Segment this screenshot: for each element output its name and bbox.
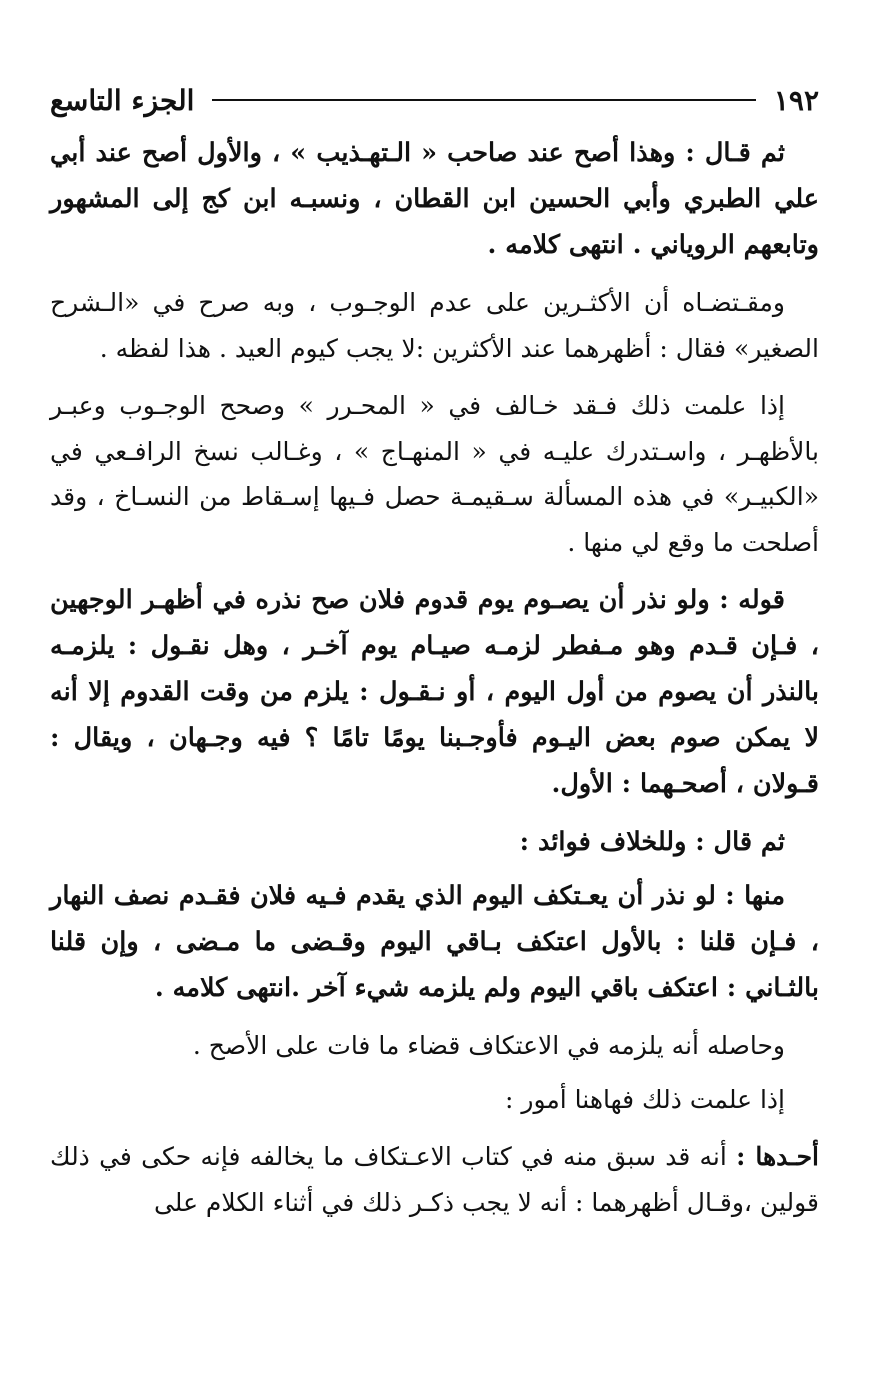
- header-rule: [212, 99, 755, 101]
- page-number: ١٩٢: [773, 83, 819, 117]
- paragraph-3: إذا علمت ذلك فـقد خـالف في « المحـرر » وصحح الوجـوب وعبـر بالأظهـر ، واسـتدرك عليـه في « المنهـاج » ، وغـالب نسخ الرافـعي في «الكبيـر» في هذه المسألة سـقيمـة حصل فـيها إسـقاط من النسـاخ ، وقد أصلحت ما وقع لي منها .: [50, 391, 819, 557]
- paragraph-8: إذا علمت ذلك فهاهنا أمور :: [505, 1084, 785, 1114]
- paragraph-9-body: أنه قد سبق منه في كتاب الاعـتكاف ما يخالفه فإنه حكى في ذلك قولين ،وقـال أظهرهما : أنه لا يجب ذكـر ذلك في أثناء الكلام على: [50, 1142, 819, 1217]
- paragraph-1: ثم قـال : وهذا أصح عند صاحب « الـتهـذيب » ، والأول أصح عند أبي علي الطبري وأبي الحسين ابن القطان ، ونسبـه ابن كج إلى المشهور وتابعهم الروياني . انتهى كلامه .: [50, 138, 819, 260]
- paragraph-5: ثم قال : وللخلاف فوائد :: [519, 827, 785, 857]
- page-body: [50, 130, 819, 1225]
- paragraph-4: قوله : ولو نذر أن يصـوم يوم قدوم فلان صح نذره في أظهـر الوجهين ، فـإن قـدم وهو مـفطر لزمـه صيـام يوم آخـر ، وهل نقـول : يلزمـه بالنذر أن يصوم من أول اليوم ، أو نـقـول : يلزم من وقت القدوم إلا أنه لا يمكن صوم بعض اليـوم فأوجـبنا يومًا تامًا ؟ فيه وجـهان ، ويقال : قـولان ، أصحـهما : الأول.: [50, 585, 819, 799]
- running-header: [50, 78, 819, 122]
- part-title: الجزء التاسع: [50, 83, 195, 117]
- paragraph-9: [50, 1134, 819, 1225]
- paragraph-6: منها : لو نذر أن يعـتكف اليوم الذي يقدم فـيه فلان فقـدم نصف النهار ، فـإن قلنا : بالأول اعتكف بـاقي اليوم وقـضى ما مـضى ، وإن قلنا بالثـاني : اعتكف باقي اليوم ولم يلزمه شيء آخر .انتهى كلامه .: [50, 881, 819, 1003]
- paragraph-9-lead: أحـدها :: [736, 1142, 819, 1171]
- paragraph-2: ومقـتضـاه أن الأكثـرين على عدم الوجـوب ، وبه صرح في «الـشرح الصغير» فقال : أظهرهما عند الأكثرين :لا يجب كيوم العيد . هذا لفظه .: [50, 288, 819, 363]
- paragraph-7: وحاصله أنه يلزمه في الاعتكاف قضاء ما فات على الأصح .: [192, 1031, 785, 1060]
